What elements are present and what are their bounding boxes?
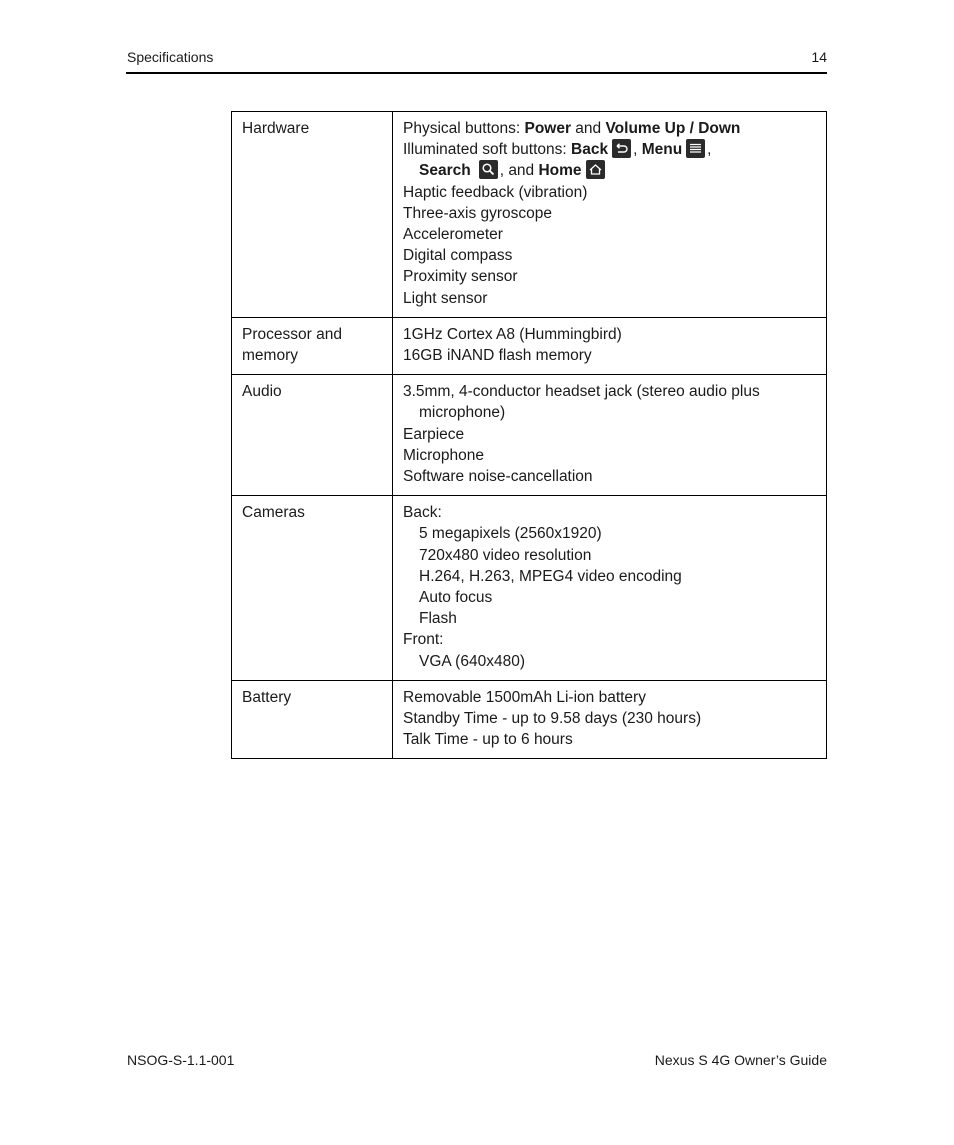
camera-group-label: Front: — [403, 631, 444, 649]
spec-item: VGA (640x480) — [419, 652, 525, 670]
physical-buttons-line — [403, 118, 816, 139]
spec-row-hardware — [232, 112, 827, 318]
camera-group-label: Back: — [403, 504, 442, 522]
spec-item: H.264, H.263, MPEG4 video encoding — [419, 567, 682, 585]
comma-text: , — [633, 141, 642, 159]
home-icon — [586, 160, 605, 179]
spec-value-audio — [393, 375, 827, 496]
search-button-name: Search — [419, 162, 471, 180]
spec-label-line: memory — [242, 347, 298, 365]
spec-item: Microphone — [403, 446, 484, 464]
soft-buttons-prefix: Illuminated soft buttons: — [403, 141, 572, 159]
spec-value-cameras — [393, 496, 827, 681]
menu-icon — [686, 139, 705, 158]
spec-item: Proximity sensor — [403, 268, 518, 286]
spec-item: Accelerometer — [403, 226, 503, 244]
spec-item: 3.5mm, 4-conductor headset jack (stereo audio plus — [403, 383, 760, 401]
spec-row-battery — [232, 680, 827, 759]
spec-item: Earpiece — [403, 425, 465, 443]
spec-item: Talk Time - up to 6 hours — [403, 731, 573, 749]
spec-item: Removable 1500mAh Li-ion battery — [403, 688, 646, 706]
spec-value-battery — [393, 680, 827, 759]
spec-row-processor — [232, 317, 827, 374]
power-button-name: Power — [524, 120, 571, 137]
running-header-section: Specifications — [127, 49, 214, 65]
spec-value-processor — [393, 317, 827, 374]
physical-buttons-prefix: Physical buttons: — [403, 120, 525, 137]
search-icon — [479, 160, 498, 179]
home-button-name: Home — [538, 162, 582, 180]
spec-item: 1GHz Cortex A8 (Hummingbird) — [403, 325, 622, 343]
spec-label-cameras: Cameras — [232, 496, 393, 681]
comma-text: , — [707, 141, 712, 159]
spec-label-line: Processor and — [242, 325, 342, 343]
spec-item: Light sensor — [403, 289, 488, 307]
spec-item: Digital compass — [403, 247, 513, 265]
back-button-name: Back — [571, 141, 609, 159]
footer-doc-id: NSOG-S-1.1-001 — [127, 1052, 235, 1068]
menu-button-name: Menu — [641, 141, 683, 159]
spec-item: Flash — [419, 610, 457, 628]
spec-item: Software noise-cancellation — [403, 468, 593, 486]
spec-row-audio — [232, 375, 827, 496]
spec-item-continuation: microphone) — [419, 404, 506, 422]
and-text: , and — [499, 162, 539, 180]
spec-label-processor — [232, 317, 393, 374]
spec-label-battery: Battery — [232, 680, 393, 759]
spec-item: Auto focus — [419, 589, 493, 607]
soft-buttons-line — [403, 139, 816, 160]
spec-label-audio: Audio — [232, 375, 393, 496]
spec-row-cameras — [232, 496, 827, 681]
spec-item: 720x480 video resolution — [419, 546, 592, 564]
spec-label-hardware: Hardware — [232, 112, 393, 318]
header-divider — [126, 72, 827, 74]
search-home-line — [403, 160, 816, 181]
volume-button-name: Volume Up / Down — [605, 120, 741, 137]
page-number: 14 — [811, 49, 827, 65]
spec-item: 5 megapixels (2560x1920) — [419, 525, 602, 543]
specifications-table — [231, 111, 827, 759]
spec-item: Haptic feedback (vibration) — [403, 183, 588, 201]
spec-item: Three-axis gyroscope — [403, 204, 553, 222]
footer-title: Nexus S 4G Owner’s Guide — [654, 1052, 827, 1068]
spec-value-hardware — [393, 112, 827, 318]
spec-item: Standby Time - up to 9.58 days (230 hours) — [403, 710, 702, 728]
back-icon — [612, 139, 631, 158]
spec-item: 16GB iNAND flash memory — [403, 347, 592, 365]
and-text: and — [571, 120, 606, 137]
